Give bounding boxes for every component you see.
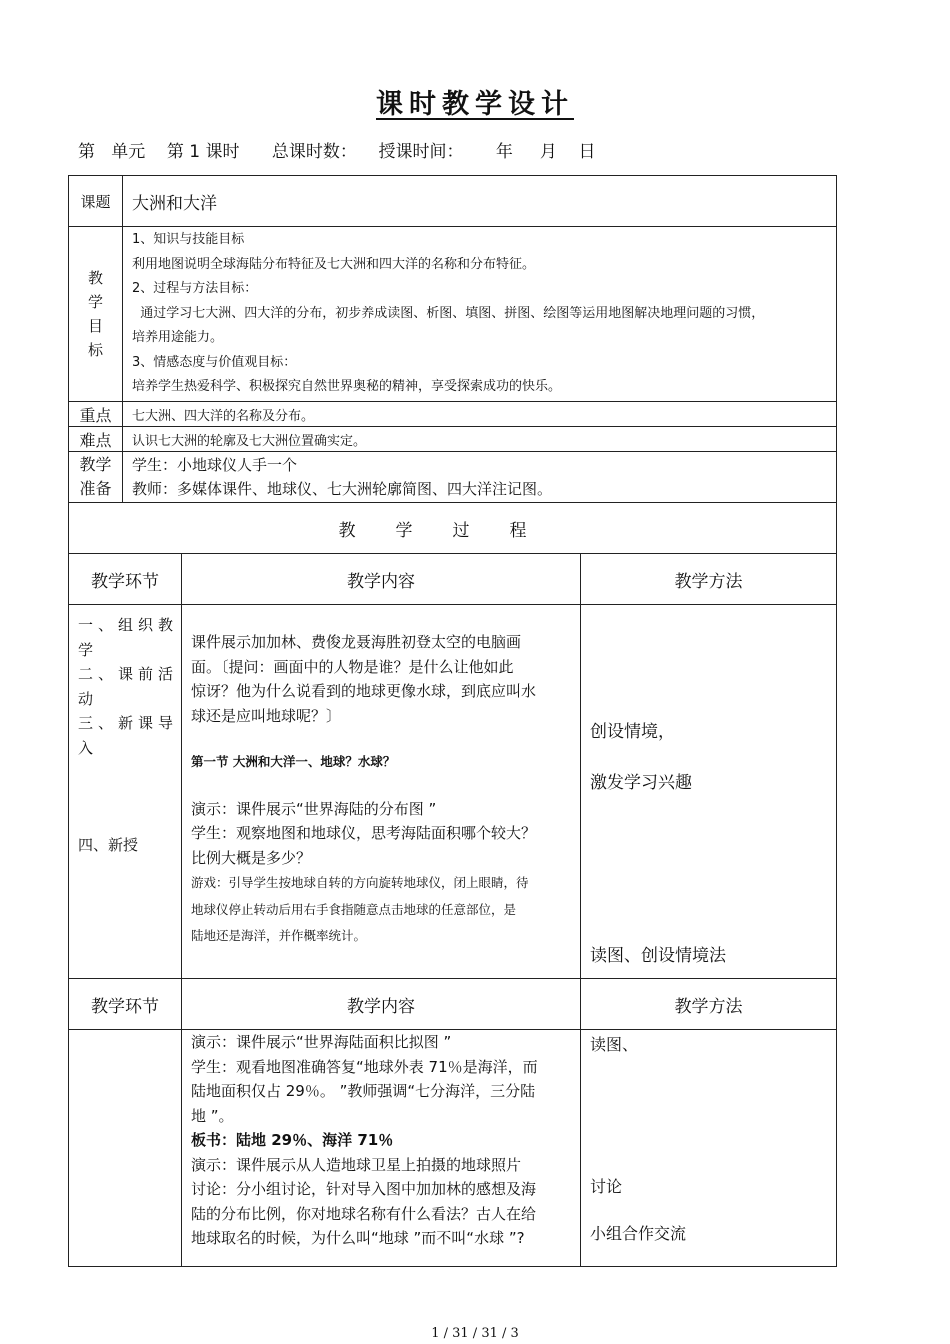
topic-value: 大洲和大洋 bbox=[123, 176, 837, 227]
goal-line: 1、知识与技能目标 bbox=[132, 232, 245, 248]
stage-cell bbox=[69, 605, 182, 979]
stage-step: 二、课前活 bbox=[78, 665, 173, 683]
method-item: 激发学习兴趣 bbox=[590, 773, 692, 793]
goals-label-char: 学 bbox=[87, 293, 103, 311]
content-line: 比例大概是多少？ bbox=[191, 848, 312, 867]
key-points-value: 七大洲、四大洋的名称及分布。 bbox=[123, 402, 837, 427]
goals-label bbox=[69, 227, 123, 402]
content-cell bbox=[182, 1030, 581, 1267]
method-item: 创设情境， bbox=[590, 722, 675, 742]
goal-line: 通过学习七大洲、四大洋的分布，初步养成读图、析图、填图、拼图、绘图等运用地图解决地理问题的习惯， bbox=[132, 305, 765, 321]
stage-step: 学 bbox=[78, 640, 94, 659]
lesson-info-table bbox=[68, 175, 837, 503]
method-item: 读图、创设情境法 bbox=[590, 946, 726, 966]
content-line: 演示：课件展示“世界海陆面积比拟图 ” bbox=[191, 1033, 452, 1051]
method-item: 讨论 bbox=[590, 1177, 623, 1196]
goal-line: 2、过程与方法目标： bbox=[132, 281, 258, 297]
prep-content bbox=[123, 452, 837, 503]
content-line: 游戏：引导学生按地球自转的方向旋转地球仪，闭上眼睛，待 bbox=[191, 875, 529, 890]
stage-step: 入 bbox=[78, 738, 94, 757]
goals-label-char: 教 bbox=[87, 269, 103, 287]
content-line: 陆地还是海洋，并作概率统计。 bbox=[191, 928, 367, 943]
goals-content bbox=[123, 227, 837, 402]
content-line: 惊讶？他为什么说看到的地球更像水球，到底应叫水 bbox=[191, 682, 537, 700]
method-cell bbox=[581, 605, 837, 979]
content-cell bbox=[182, 605, 581, 979]
col-header-stage: 教学环节 bbox=[69, 554, 182, 605]
method-item: 读图、 bbox=[590, 1035, 639, 1054]
page-title: 课时教学设计 bbox=[376, 89, 574, 120]
goals-label-char: 标 bbox=[87, 341, 103, 359]
content-line: 陆的分布比例，你对地球名称有什么看法？古人在给 bbox=[191, 1204, 537, 1223]
stage-step: 动 bbox=[78, 689, 94, 708]
content-line: 球还是应叫地球呢？〕 bbox=[191, 706, 342, 725]
col-header-stage: 教学环节 bbox=[69, 979, 182, 1030]
col-header-method: 教学方法 bbox=[581, 554, 837, 605]
content-line: 演示：课件展示从人造地球卫星上拍摄的地球照片 bbox=[191, 1155, 522, 1174]
content-line: 陆地面积仅占 29％。 ”教师强调“七分海洋，三分陆 bbox=[191, 1082, 536, 1100]
key-points-label: 重点 bbox=[69, 402, 123, 427]
difficulty-value: 认识七大洲的轮廓及七大洲位置确实定。 bbox=[123, 427, 837, 452]
method-cell bbox=[581, 1030, 837, 1267]
col-header-content: 教学内容 bbox=[182, 554, 581, 605]
teaching-process-table bbox=[68, 502, 837, 1267]
section-heading: 第一节 大洲和大洋一、地球？水球？ bbox=[191, 754, 396, 769]
content-line: 课件展示加加林、费俊龙聂海胜初登太空的电脑画 bbox=[191, 633, 522, 651]
stage-step: 四、新授 bbox=[78, 836, 139, 854]
content-line: 学生：观察地图和地球仪，思考海陆面积哪个较大？ bbox=[191, 824, 537, 842]
lesson-header-line: 第 单元 第 1 课时 总课时数： 授课时间： 年 月 日 bbox=[78, 142, 596, 162]
goal-line: 3、情感态度与价值观目标： bbox=[132, 354, 297, 370]
method-item: 小组合作交流 bbox=[590, 1224, 687, 1243]
process-title: 教学过程 bbox=[69, 503, 837, 554]
content-line: 演示：课件展示“世界海陆的分布图 ” bbox=[191, 799, 437, 818]
goal-line: 培养用途能力。 bbox=[132, 330, 224, 346]
stage-cell-empty bbox=[69, 1030, 182, 1267]
topic-label: 课题 bbox=[69, 176, 123, 227]
goal-line: 培养学生热爱科学、积极探究自然世界奥秘的精神，享受探索成功的快乐。 bbox=[132, 379, 562, 395]
blackboard-note: 板书：陆地 29％、海洋 71％ bbox=[191, 1131, 394, 1149]
stage-step: 三、新课导 bbox=[78, 714, 173, 732]
prep-student: 学生：小地球仪人手一个 bbox=[132, 456, 298, 474]
prep-label-line: 教学 bbox=[79, 455, 112, 474]
content-line: 面。〔提问：画面中的人物是谁？是什么让他如此 bbox=[191, 657, 514, 676]
col-header-content: 教学内容 bbox=[182, 979, 581, 1030]
difficulty-label: 难点 bbox=[69, 427, 123, 452]
col-header-method: 教学方法 bbox=[581, 979, 837, 1030]
prep-label-line: 准备 bbox=[79, 479, 112, 498]
content-line: 讨论：分小组讨论，针对导入图中加加林的感想及海 bbox=[191, 1180, 537, 1198]
content-line: 地 ”。 bbox=[191, 1106, 234, 1125]
page-footer: 1 / 31 / 31 / 3 bbox=[431, 1326, 519, 1341]
goal-line: 利用地图说明全球海陆分布特征及七大洲和四大洋的名称和分布特征。 bbox=[132, 256, 536, 272]
content-line: 地球取名的时候，为什么叫“地球 ”而不叫“水球 ”? bbox=[191, 1229, 525, 1247]
stage-step: 一、组织教 bbox=[78, 616, 173, 634]
content-line: 地球仪停止转动后用右手食指随意点击地球的任意部位，是 bbox=[191, 901, 517, 917]
prep-teacher: 教师：多媒体课件、地球仪、七大洲轮廓简图、四大洋注记图。 bbox=[132, 480, 553, 498]
goals-label-char: 目 bbox=[87, 317, 103, 335]
prep-label bbox=[69, 452, 123, 503]
content-line: 学生：观看地图准确答复“地球外表 71％是海洋，而 bbox=[191, 1057, 538, 1076]
